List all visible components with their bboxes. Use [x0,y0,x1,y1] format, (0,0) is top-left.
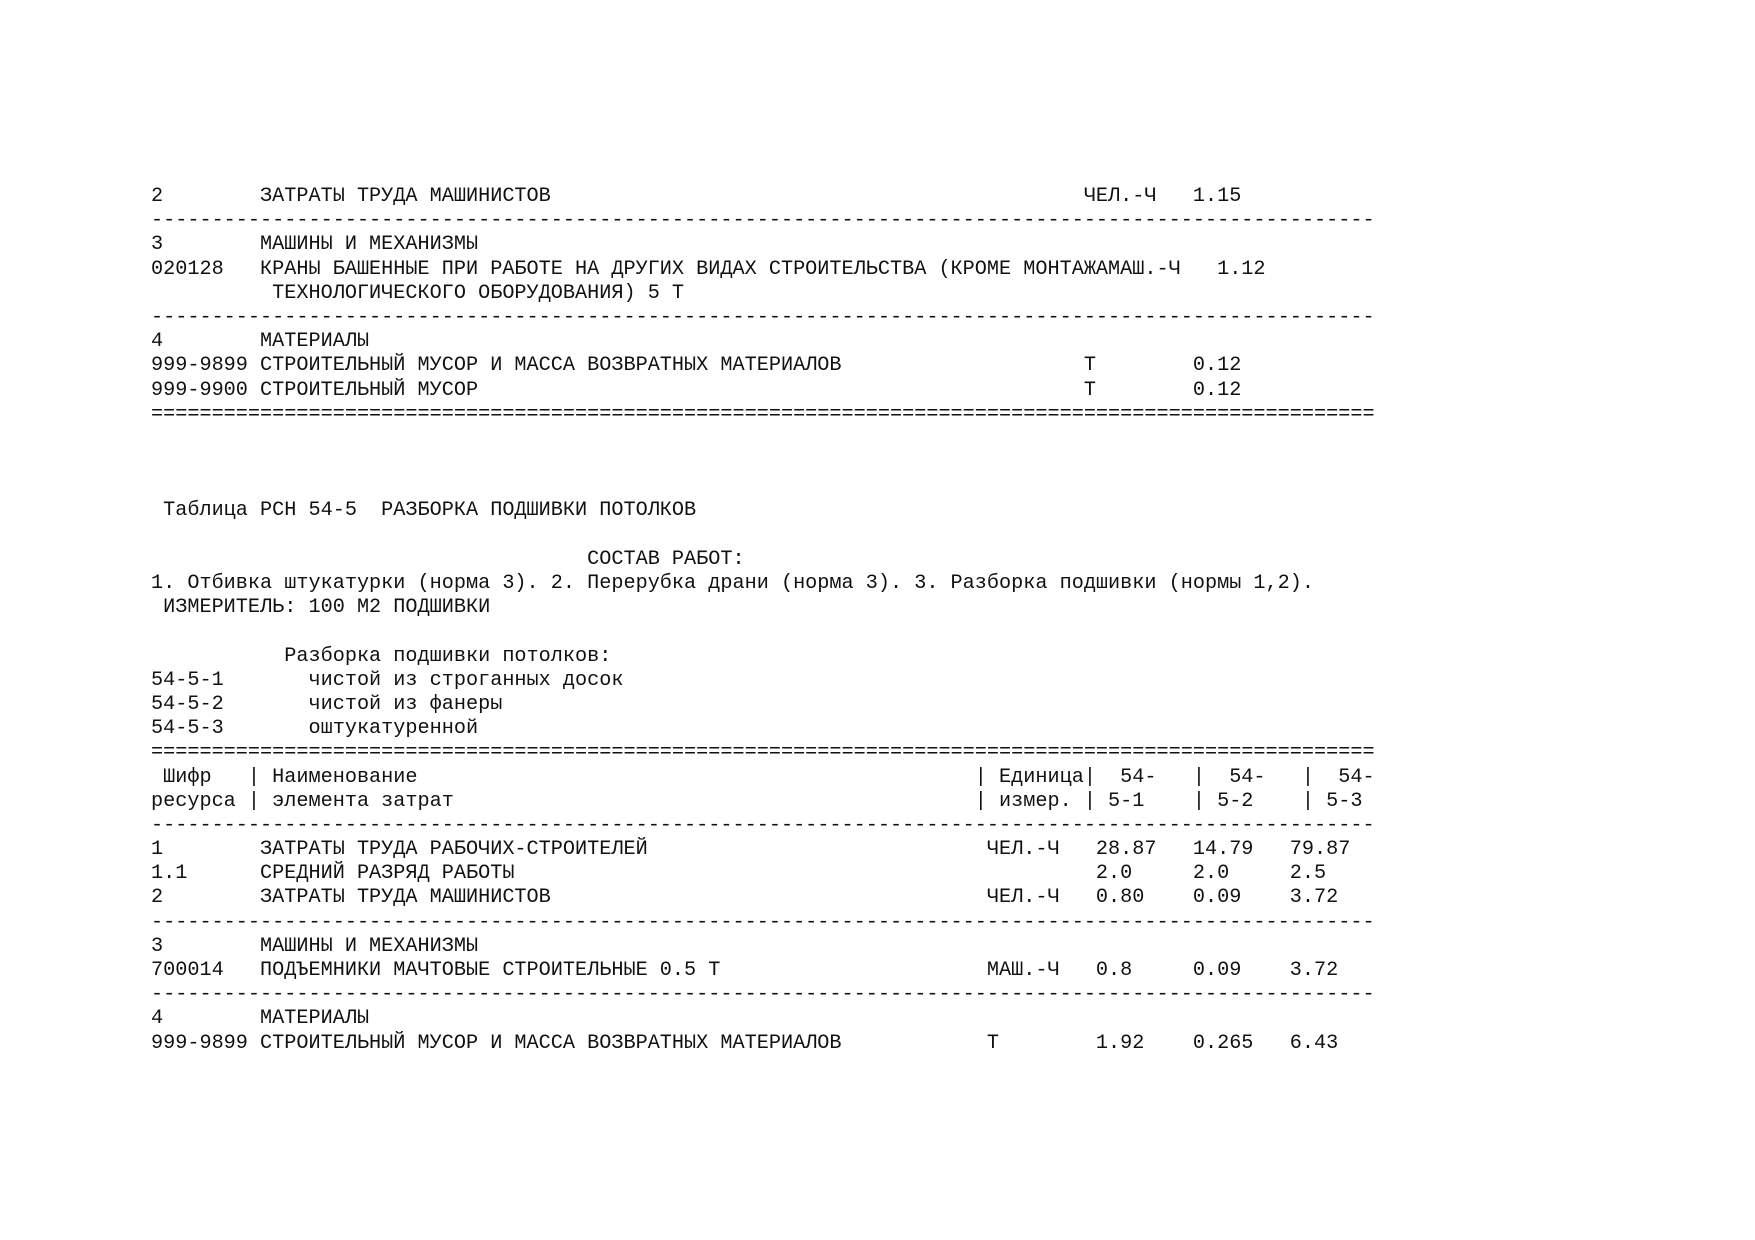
meter-line: ИЗМЕРИТЕЛЬ: 100 М2 ПОДШИВКИ [151,596,491,620]
norm-line: 54-5-2 чистой из фанеры [151,692,503,716]
group-materials: 4 МАТЕРИАЛЫ [151,330,370,354]
table-row: 999-9899 СТРОИТЕЛЬНЫЙ МУСОР И МАССА ВОЗВРАТНЫХ МАТЕРИАЛОВ Т 1.92 0.265 6.43 [151,1031,1339,1055]
document-page [151,185,1591,1056]
row-debris: 999-9900 СТРОИТЕЛЬНЫЙ МУСОР Т 0.12 [151,378,1242,402]
norm-line: 54-5-3 оштукатуренной [151,717,479,741]
norms-heading: Разборка подшивки потолков: [151,644,612,668]
norm-line: 54-5-1 чистой из строганных досок [151,668,624,692]
dash-separator: ----------------------------------------------------------------------------------------------------- [151,813,1375,837]
table-title: Таблица РСН 54-5 РАЗБОРКА ПОДШИВКИ ПОТОЛКОВ [151,499,697,523]
table-row: 1.1 СРЕДНИЙ РАЗРЯД РАБОТЫ 2.0 2.0 2.5 [151,862,1327,886]
double-separator: ===================================================================================================== [151,741,1375,765]
dash-separator: ----------------------------------------------------------------------------------------------------- [151,983,1375,1007]
table-row: 2 ЗАТРАТЫ ТРУДА МАШИНИСТОВ ЧЕЛ.-Ч 0.80 0.09 3.72 [151,886,1339,910]
row-labor-machinists: 2 ЗАТРАТЫ ТРУДА МАШИНИСТОВ ЧЕЛ.-Ч 1.15 [151,185,1242,208]
work-description: 1. Отбивка штукатурки (норма 3). 2. Перерубка драни (норма 3). 3. Разборка подшивки (нормы 1,2). [151,572,1314,595]
table-row: 700014 ПОДЪЕМНИКИ МАЧТОВЫЕ СТРОИТЕЛЬНЫЕ 0.5 Т МАШ.-Ч 0.8 0.09 3.72 [151,959,1339,982]
dash-separator: ----------------------------------------------------------------------------------------------------- [151,910,1375,934]
dash-separator: ----------------------------------------------------------------------------------------------------- [151,305,1375,329]
group-machines: 3 МАШИНЫ И МЕХАНИЗМЫ [151,233,479,257]
table-row: 4 МАТЕРИАЛЫ [151,1007,1290,1031]
table-row: 3 МАШИНЫ И МЕХАНИЗМЫ [151,934,1290,958]
row-crane-continuation: ТЕХНОЛОГИЧЕСКОГО ОБОРУДОВАНИЯ) 5 Т [151,281,685,305]
work-heading: СОСТАВ РАБОТ: [151,547,745,571]
table-header-row-1: Шифр | Наименование | Единица| 54- | 54- | 54- [151,765,1375,789]
row-debris-mass: 999-9899 СТРОИТЕЛЬНЫЙ МУСОР И МАССА ВОЗВРАТНЫХ МАТЕРИАЛОВ Т 0.12 [151,354,1242,378]
row-crane: 020128 КРАНЫ БАШЕННЫЕ ПРИ РАБОТЕ НА ДРУГИХ ВИДАХ СТРОИТЕЛЬСТВА (КРОМЕ МОНТАЖАМАШ.-Ч 1.12 [151,257,1266,281]
table-header-row-2: ресурса | элемента затрат | измер. | 5-1 | 5-2 | 5-3 [151,789,1363,813]
double-separator: ===================================================================================================== [151,402,1375,426]
table-row: 1 ЗАТРАТЫ ТРУДА РАБОЧИХ-СТРОИТЕЛЕЙ ЧЕЛ.-Ч 28.87 14.79 79.87 [151,838,1351,862]
dash-separator: ----------------------------------------------------------------------------------------------------- [151,209,1375,233]
